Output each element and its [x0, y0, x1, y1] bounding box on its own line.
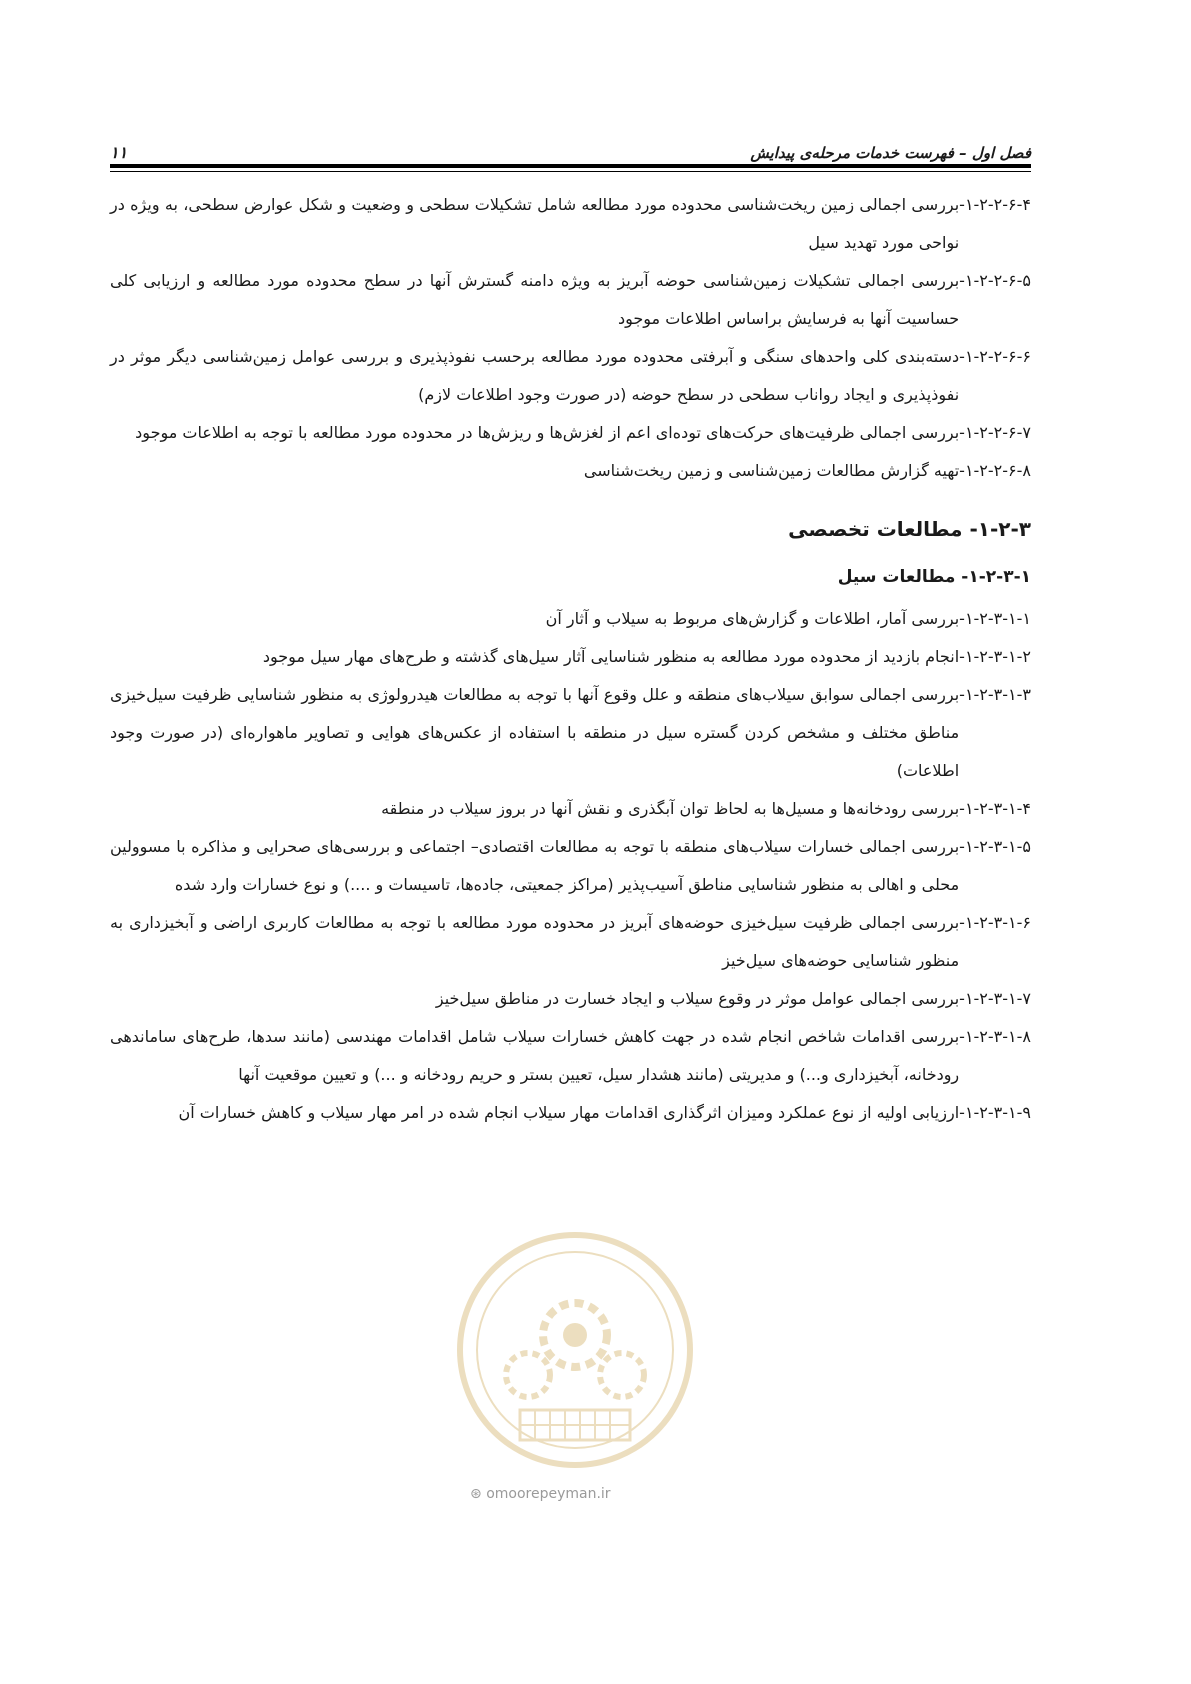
item-text: دسته‌بندی کلی واحدهای سنگی و آبرفتی محدوده مورد مطالعه برحسب نفوذپذیری و بررسی عوامل زمین‌شناسی دیگر موثر در نفوذپذیری و ایجاد رواناب سطحی در سطح حوضه (در صورت وجود اطلاعات لازم) [110, 347, 960, 404]
subsection-heading: ۱-۲-۳-۱- مطالعات سیل [837, 567, 1031, 587]
watermark-url-text: omoorepeyman.ir [486, 1486, 611, 1502]
item-number: ۱-۲-۳-۱-۶- [959, 913, 1031, 932]
list-item [110, 338, 1031, 414]
list-item [110, 452, 1031, 490]
watermark-seal-icon [450, 1225, 700, 1475]
list-item [110, 638, 1031, 676]
item-number: ۱-۲-۲-۶-۷- [959, 423, 1031, 442]
page-content [110, 186, 1031, 1132]
item-number: ۱-۲-۳-۱-۸- [959, 1027, 1031, 1046]
item-number: ۱-۲-۳-۱-۵- [959, 837, 1031, 856]
list-item [110, 980, 1031, 1018]
item-number: ۱-۲-۳-۱-۴- [959, 799, 1031, 818]
item-text: ارزیابی اولیه از نوع عملکرد ومیزان اثرگذاری اقدامات مهار سیلاب انجام شده در امر مهار سیلاب و کاهش خسارات آن [178, 1103, 960, 1122]
list-item [110, 828, 1031, 904]
chapter-title: فصل اول – فهرست خدمات مرحله‌ی پیدایش [750, 144, 1031, 162]
item-number: ۱-۲-۲-۶-۸- [959, 461, 1031, 480]
list-item [110, 904, 1031, 980]
list-item [110, 600, 1031, 638]
page-number: ۱۱ [110, 143, 128, 162]
item-text: بررسی اجمالی ظرفیت‌های حرکت‌های توده‌ای اعم از لغزش‌ها و ریزش‌ها در محدوده مورد مطالعه با توجه به اطلاعات موجود [135, 423, 960, 442]
item-number: ۱-۲-۳-۱-۲- [959, 647, 1031, 666]
item-text: انجام بازدید از محدوده مورد مطالعه به منظور شناسایی آثار سیل‌های گذشته و طرح‌های مهار سیل موجود [262, 647, 960, 666]
item-number: ۱-۲-۲-۶-۴- [959, 195, 1031, 214]
item-text: بررسی اجمالی سوابق سیلاب‌های منطقه و علل وقوع آنها با توجه به مطالعات هیدرولوژی به منظور شناسایی ظرفیت سیل‌خیزی مناطق مختلف و مشخص کردن گستره سیل در منطقه با استفاده از عکس‌های هوایی و تصاویر ماهواره‌ای (در صورت وجود اطلاعات) [110, 685, 960, 780]
list-item [110, 414, 1031, 452]
globe-icon: ⊛ [470, 1486, 482, 1502]
item-text: بررسی آمار، اطلاعات و گزارش‌های مربوط به سیلاب و آثار آن [545, 609, 960, 628]
item-text: بررسی اجمالی ظرفیت سیل‌خیزی حوضه‌های آبریز در محدوده مورد مطالعه با توجه به مطالعات کاربری اراضی و آبخیزداری به منظور شناسایی حوضه‌های سیل‌خیز [110, 913, 960, 970]
flood-study-items [110, 600, 1031, 1132]
item-text: بررسی اجمالی خسارات سیلاب‌های منطقه با توجه به مطالعات اقتصادی– اجتماعی و بررسی‌های صحرایی و مذاکره با مسوولین محلی و اهالی به منظور شناسایی مناطق آسیب‌پذیر (مراکز جمعیتی، جاده‌ها، تاسیسات و ....) و نوع خسارات وارد شده [110, 837, 960, 894]
item-number: ۱-۲-۲-۶-۶- [959, 347, 1031, 366]
item-text: بررسی اجمالی تشکیلات زمین‌شناسی حوضه آبریز به ویژه دامنه گسترش آنها در سطح محدوده مورد مطالعه و ارزیابی کلی حساسیت آنها به فرسایش براساس اطلاعات موجود [110, 271, 960, 328]
item-number: ۱-۲-۳-۱-۳- [959, 685, 1031, 704]
item-number: ۱-۲-۳-۱-۷- [959, 989, 1031, 1008]
list-item [110, 262, 1031, 338]
section-heading: ۱-۲-۳- مطالعات تخصصی [788, 517, 1031, 541]
item-text: بررسی اجمالی عوامل موثر در وقوع سیلاب و ایجاد خسارت در مناطق سیل‌خیز [435, 989, 960, 1008]
item-number: ۱-۲-۲-۶-۵- [959, 271, 1031, 290]
item-text: بررسی اقدامات شاخص انجام شده در جهت کاهش خسارات سیلاب شامل اقدامات مهندسی (مانند سدها، طرح‌های ساماندهی رودخانه، آبخیزداری و...) و مدیریتی (مانند هشدار سیل، تعیین بستر و حریم رودخانه و ...) و تعیین موقعیت آنها [110, 1027, 960, 1084]
list-item [110, 1018, 1031, 1094]
header-rule-thin [110, 171, 1031, 172]
list-item [110, 790, 1031, 828]
geomorphology-items [110, 186, 1031, 490]
header-rule-thick [110, 164, 1031, 168]
item-number: ۱-۲-۳-۱-۱- [959, 609, 1031, 628]
item-text: بررسی اجمالی زمین ریخت‌شناسی محدوده مورد مطالعه شامل تشکیلات سطحی و وضعیت و شکل عوارض سطحی، به ویژه در نواحی مورد تهدید سیل [110, 195, 960, 252]
item-text: تهیه گزارش مطالعات زمین‌شناسی و زمین ریخت‌شناسی [583, 461, 960, 480]
list-item [110, 676, 1031, 790]
page-header [110, 132, 1031, 162]
item-text: بررسی رودخانه‌ها و مسیل‌ها به لحاظ توان آبگذری و نقش آنها در بروز سیلاب در منطقه [381, 799, 960, 818]
list-item [110, 1094, 1031, 1132]
item-number: ۱-۲-۳-۱-۹- [959, 1103, 1031, 1122]
watermark-url [470, 1486, 611, 1502]
list-item [110, 186, 1031, 262]
